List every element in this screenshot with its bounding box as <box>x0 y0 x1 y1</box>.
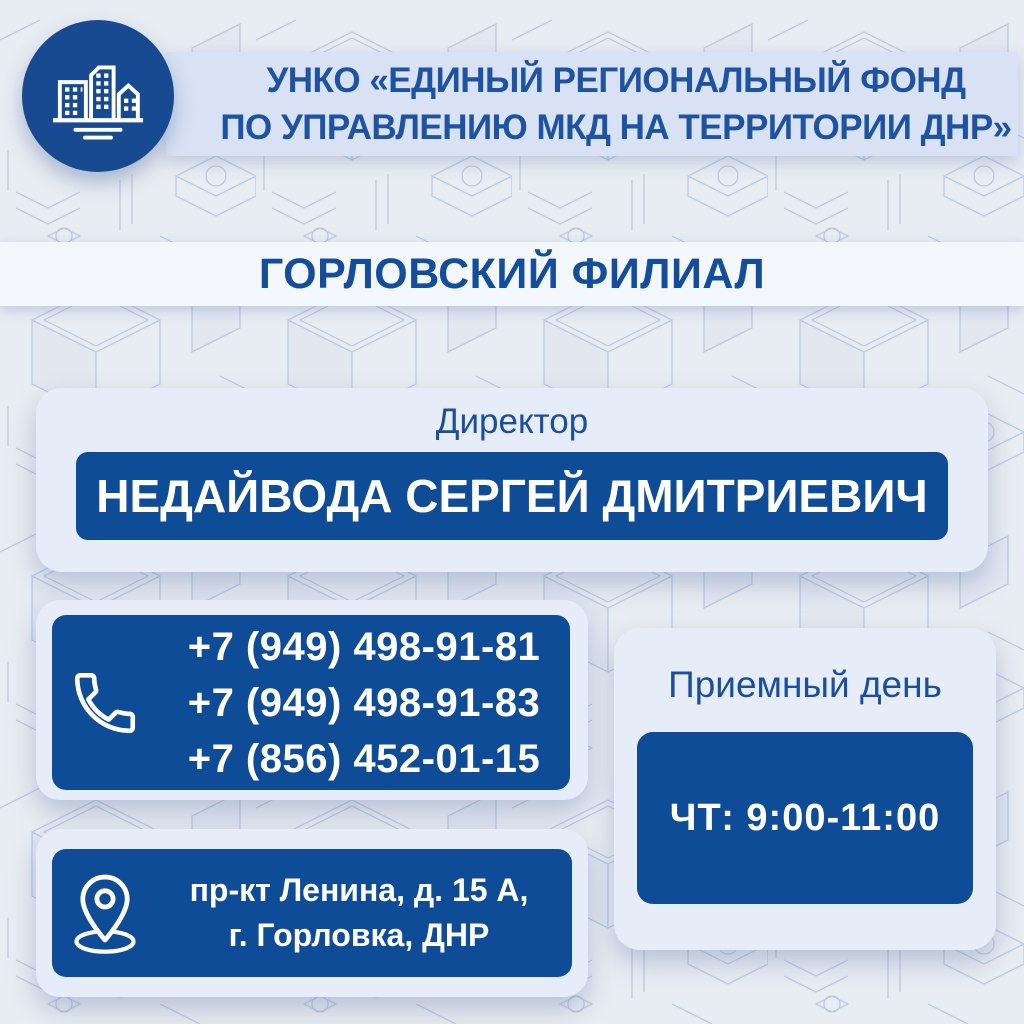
location-pin-icon <box>66 869 144 957</box>
address-line2: г. Горловка, ДНР <box>228 917 490 953</box>
director-name-box <box>76 452 948 540</box>
branch-title: ГОРЛОВСКИЙ ФИЛИАЛ <box>258 249 766 298</box>
phone-card <box>36 600 588 800</box>
phone-handset-icon <box>68 666 142 740</box>
reception-schedule-box <box>637 732 973 904</box>
phone-box <box>52 615 570 790</box>
director-card <box>36 388 988 572</box>
address-card <box>36 829 588 997</box>
address-icon-col <box>52 869 158 957</box>
director-label: Директор <box>435 402 589 441</box>
reception-schedule: ЧТ: 9:00-11:00 <box>669 796 941 839</box>
address-box <box>52 849 572 977</box>
reception-card <box>614 628 996 950</box>
director-name: НЕДАЙВОДА СЕРГЕЙ ДМИТРИЕВИЧ <box>96 470 928 522</box>
reception-label: Приемный день <box>668 664 942 705</box>
header-band <box>166 52 1018 156</box>
address-text <box>158 868 572 958</box>
address-line1: пр-кт Ленина, д. 15 А, <box>189 872 529 908</box>
phone-number-1: +7 (949) 498-91-81 <box>187 624 541 669</box>
phone-number-2: +7 (949) 498-91-83 <box>187 680 541 725</box>
branch-strip <box>0 242 1024 306</box>
phone-icon-col <box>52 666 158 740</box>
phone-number-list <box>158 619 570 787</box>
org-name-line1: УНКО «ЕДИНЫЙ РЕГИОНАЛЬНЫЙ ФОНД <box>266 61 966 100</box>
org-logo <box>22 20 174 172</box>
org-name-line2: ПО УПРАВЛЕНИЮ МКД НА ТЕРРИТОРИИ ДНР» <box>220 108 1012 147</box>
city-buildings-icon <box>46 44 150 148</box>
phone-number-3: +7 (856) 452-01-15 <box>187 736 541 781</box>
